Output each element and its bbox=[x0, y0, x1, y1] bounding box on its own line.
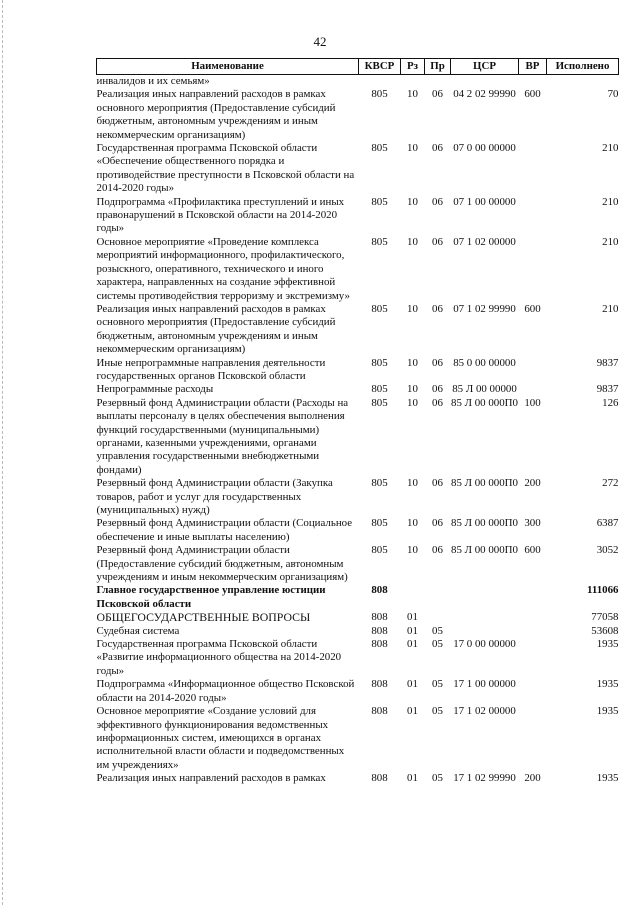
cell-csr: 85 Л 00 000П0 bbox=[451, 477, 518, 490]
budget-table bbox=[96, 58, 619, 786]
table-row bbox=[97, 772, 619, 785]
cell-name: Иные непрограммные направления деятельности государственных органов Псковской области bbox=[96, 356, 326, 382]
table-row bbox=[97, 584, 619, 611]
cell-kvsr: 805 bbox=[371, 195, 388, 208]
cell-csr: 17 1 00 00000 bbox=[453, 678, 516, 691]
cell-rz bbox=[401, 75, 425, 89]
cell-kvsr: 805 bbox=[371, 517, 388, 530]
cell-vr bbox=[519, 638, 547, 678]
cell-name: Основное мероприятие «Проведение комплекса мероприятий информационного, профилактического, розыскного, оперативного, технического и иного характера, направленных на создание эффективной системы противодействия терроризму и экстремизму» bbox=[96, 235, 350, 302]
cell-rz: 10 bbox=[407, 396, 418, 409]
cell-rz: 01 bbox=[407, 624, 418, 637]
cell-rz: 10 bbox=[407, 142, 418, 155]
cell-csr: 85 Л 00 00000 bbox=[452, 383, 517, 396]
cell-pr: 05 bbox=[432, 678, 443, 691]
cell-vr: 200 bbox=[524, 477, 541, 490]
table-body bbox=[97, 75, 619, 786]
cell-rz: 10 bbox=[407, 302, 418, 315]
table-row bbox=[97, 196, 619, 236]
cell-csr: 07 1 02 99990 bbox=[453, 302, 516, 315]
cell-csr: 07 0 00 00000 bbox=[453, 142, 516, 155]
cell-amount: 210 bbox=[602, 235, 619, 248]
header-vr: ВР bbox=[519, 59, 547, 75]
cell-csr: 04 2 02 99990 bbox=[453, 88, 516, 101]
cell-kvsr: 808 bbox=[371, 772, 388, 785]
cell-vr bbox=[519, 625, 547, 638]
cell-name: Резервный фонд Администрации области (Закупка товаров, работ и услуг для государственных (муниципальных) нужд) bbox=[96, 477, 333, 516]
cell-name: Реализация иных направлений расходов в рамках bbox=[96, 772, 326, 785]
cell-amount: 126 bbox=[602, 396, 619, 409]
cell-name: Реализация иных направлений расходов в рамках основного мероприятия (Предоставление субсидий бюджетным, автономным учреждениям и иным некоммерческим организациям) bbox=[96, 302, 336, 356]
cell-csr: 85 Л 00 000П0 bbox=[451, 396, 518, 409]
cell-kvsr: 805 bbox=[371, 383, 388, 396]
cell-csr: 07 1 00 00000 bbox=[453, 195, 516, 208]
table-row bbox=[97, 477, 619, 517]
cell-pr: 06 bbox=[432, 477, 443, 490]
cell-kvsr: 805 bbox=[371, 302, 388, 315]
cell-rz: 10 bbox=[407, 235, 418, 248]
cell-amount: 70 bbox=[607, 88, 619, 101]
table-row bbox=[97, 88, 619, 142]
cell-rz: 01 bbox=[407, 638, 418, 651]
cell-name: Непрограммные расходы bbox=[96, 383, 214, 396]
cell-vr: 100 bbox=[524, 396, 541, 409]
cell-vr bbox=[519, 584, 547, 611]
cell-rz: 10 bbox=[407, 383, 418, 396]
cell-amount bbox=[547, 75, 619, 89]
cell-name: инвалидов и их семьям» bbox=[96, 75, 210, 87]
cell-kvsr: 808 bbox=[371, 705, 388, 718]
header-rz: Рз bbox=[401, 59, 425, 75]
cell-name: ОБЩЕГОСУДАРСТВЕННЫЕ ВОПРОСЫ bbox=[96, 610, 311, 625]
cell-vr: 600 bbox=[524, 544, 541, 557]
cell-pr: 06 bbox=[432, 235, 443, 248]
cell-rz bbox=[401, 584, 425, 611]
cell-kvsr: 808 bbox=[371, 584, 388, 597]
table-row bbox=[97, 705, 619, 772]
cell-vr bbox=[519, 678, 547, 705]
cell-csr bbox=[451, 75, 519, 89]
cell-name: Резервный фонд Администрации области (Расходы на выплаты персоналу в целях обеспечения выполнения функций государственными (муниципальными) органами, казенными учреждениями, органами управления государственными внебюджетными фондами) bbox=[96, 396, 349, 476]
cell-vr: 200 bbox=[524, 772, 541, 785]
cell-vr bbox=[519, 142, 547, 196]
cell-rz: 10 bbox=[407, 477, 418, 490]
cell-vr: 300 bbox=[524, 517, 541, 530]
cell-name: Главное государственное управление юстиции Псковской области bbox=[96, 584, 326, 610]
cell-amount: 272 bbox=[602, 477, 619, 490]
cell-csr: 85 Л 00 000П0 bbox=[451, 544, 518, 557]
cell-vr: 600 bbox=[524, 302, 541, 315]
cell-kvsr: 805 bbox=[371, 544, 388, 557]
cell-pr: 06 bbox=[432, 544, 443, 557]
cell-vr bbox=[519, 705, 547, 772]
cell-rz: 01 bbox=[407, 772, 418, 785]
cell-amount: 210 bbox=[602, 142, 619, 155]
cell-amount: 9837 bbox=[596, 356, 619, 369]
cell-amount: 1935 bbox=[596, 772, 619, 785]
cell-kvsr: 805 bbox=[371, 142, 388, 155]
cell-name: Подпрограмма «Профилактика преступлений и иных правонарушений в Псковской области на 2014-2020 годы» bbox=[96, 195, 345, 235]
cell-csr bbox=[451, 584, 519, 611]
table-row bbox=[97, 142, 619, 196]
cell-amount: 77058 bbox=[591, 611, 619, 624]
table-header-row bbox=[97, 59, 619, 75]
cell-rz: 10 bbox=[407, 544, 418, 557]
cell-pr bbox=[425, 584, 451, 611]
cell-amount: 53608 bbox=[591, 624, 619, 637]
table-row bbox=[97, 236, 619, 303]
cell-amount: 6387 bbox=[596, 517, 619, 530]
cell-name: Резервный фонд Администрации области (Предоставление субсидий бюджетным, автономным учреждениям и иным некоммерческим организациям) bbox=[96, 544, 348, 584]
cell-kvsr: 805 bbox=[371, 88, 388, 101]
cell-pr: 06 bbox=[432, 88, 443, 101]
cell-rz: 01 bbox=[407, 611, 418, 624]
cell-amount: 3052 bbox=[596, 544, 619, 557]
cell-csr: 17 1 02 99990 bbox=[453, 772, 516, 785]
cell-rz: 01 bbox=[407, 705, 418, 718]
cell-pr: 06 bbox=[432, 302, 443, 315]
table-row bbox=[97, 678, 619, 705]
table-row bbox=[97, 357, 619, 384]
cell-kvsr bbox=[359, 75, 401, 89]
cell-csr: 85 Л 00 000П0 bbox=[451, 517, 518, 530]
cell-vr: 600 bbox=[524, 88, 541, 101]
cell-csr: 85 0 00 00000 bbox=[453, 356, 516, 369]
table-row bbox=[97, 517, 619, 544]
cell-pr: 05 bbox=[432, 772, 443, 785]
cell-pr: 06 bbox=[432, 517, 443, 530]
cell-pr: 05 bbox=[432, 638, 443, 651]
cell-pr: 06 bbox=[432, 195, 443, 208]
cell-pr: 06 bbox=[432, 142, 443, 155]
table-row bbox=[97, 611, 619, 624]
cell-pr: 05 bbox=[432, 705, 443, 718]
cell-rz: 10 bbox=[407, 88, 418, 101]
cell-rz: 10 bbox=[407, 517, 418, 530]
cell-rz: 10 bbox=[407, 356, 418, 369]
cell-vr bbox=[519, 75, 547, 89]
cell-amount: 1935 bbox=[596, 678, 619, 691]
header-csr: ЦСР bbox=[451, 59, 519, 75]
cell-kvsr: 808 bbox=[371, 624, 388, 637]
cell-vr bbox=[519, 383, 547, 396]
cell-pr: 06 bbox=[432, 396, 443, 409]
header-kvsr: КВСР bbox=[359, 59, 401, 75]
table-row bbox=[97, 383, 619, 396]
cell-name: Подпрограмма «Информационное общество Псковской области на 2014-2020 годы» bbox=[96, 678, 355, 704]
cell-kvsr: 805 bbox=[371, 396, 388, 409]
cell-kvsr: 805 bbox=[371, 235, 388, 248]
header-amount: Исполнено bbox=[547, 59, 619, 75]
cell-amount: 210 bbox=[602, 302, 619, 315]
page-number: 42 bbox=[313, 34, 327, 49]
scan-edge bbox=[2, 0, 4, 905]
cell-kvsr: 808 bbox=[371, 678, 388, 691]
cell-pr: 06 bbox=[432, 356, 443, 369]
cell-pr bbox=[425, 611, 451, 624]
cell-vr bbox=[519, 236, 547, 303]
cell-pr bbox=[425, 75, 451, 89]
cell-pr: 06 bbox=[432, 383, 443, 396]
cell-pr: 05 bbox=[432, 624, 443, 637]
cell-name: Основное мероприятие «Создание условий для эффективного функционирования ведомственных информационных систем, имеющихся в органах исполнительной власти области и подведомственных им учреждениях» bbox=[96, 705, 345, 771]
cell-kvsr: 808 bbox=[371, 638, 388, 651]
cell-amount: 1935 bbox=[596, 638, 619, 651]
cell-csr: 07 1 02 00000 bbox=[453, 235, 516, 248]
table-row bbox=[97, 638, 619, 678]
header-name: Наименование bbox=[97, 59, 359, 75]
cell-name: Реализация иных направлений расходов в рамках основного мероприятия (Предоставление субсидий бюджетным, автономным учреждениям и иным некоммерческим организациям) bbox=[96, 88, 336, 141]
cell-kvsr: 805 bbox=[371, 477, 388, 490]
cell-vr bbox=[519, 611, 547, 624]
table-row bbox=[97, 303, 619, 357]
cell-vr bbox=[519, 196, 547, 236]
cell-name: Государственная программа Псковской области «Обеспечение общественного порядка и противодействие преступности в Псковской области на 2014-2020 годы» bbox=[96, 142, 355, 195]
cell-name: Резервный фонд Администрации области (Социальное обеспечение и иные выплаты населению) bbox=[96, 517, 353, 543]
cell-csr: 17 0 00 00000 bbox=[453, 638, 516, 651]
cell-name: Судебная система bbox=[96, 624, 180, 637]
cell-amount: 111066 bbox=[587, 584, 619, 597]
cell-amount: 1935 bbox=[596, 705, 619, 718]
cell-kvsr: 808 bbox=[371, 611, 388, 624]
cell-rz: 01 bbox=[407, 678, 418, 691]
table-row bbox=[97, 397, 619, 477]
table-row bbox=[97, 625, 619, 638]
cell-amount: 9837 bbox=[596, 383, 619, 396]
table-row bbox=[97, 75, 619, 89]
table-row bbox=[97, 544, 619, 584]
header-pr: Пр bbox=[425, 59, 451, 75]
cell-csr bbox=[451, 625, 519, 638]
cell-amount: 210 bbox=[602, 195, 619, 208]
cell-name: Государственная программа Псковской области «Развитие информационного общества на 2014-2020 годы» bbox=[96, 638, 342, 677]
cell-csr bbox=[451, 611, 519, 624]
cell-csr: 17 1 02 00000 bbox=[453, 705, 516, 718]
cell-vr bbox=[519, 357, 547, 384]
cell-kvsr: 805 bbox=[371, 356, 388, 369]
cell-rz: 10 bbox=[407, 195, 418, 208]
